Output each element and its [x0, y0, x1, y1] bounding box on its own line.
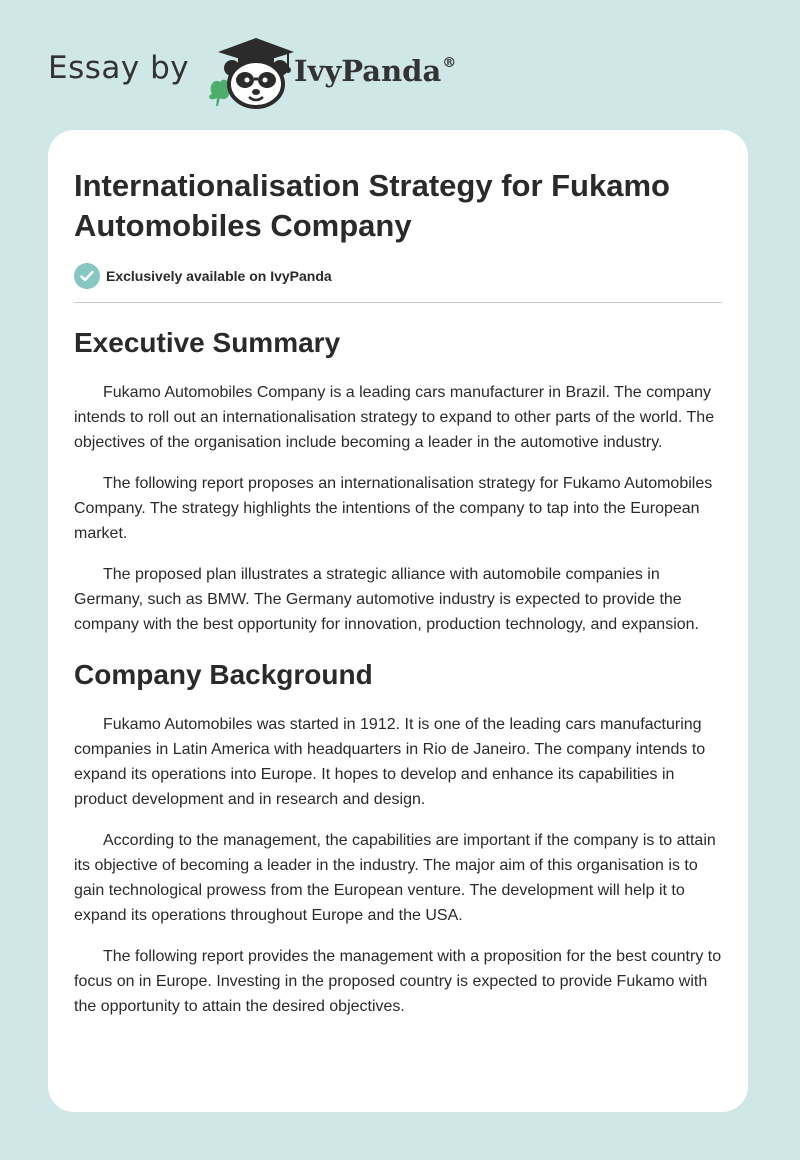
brand-name-text: IvyPanda [294, 54, 442, 88]
paragraph: The proposed plan illustrates a strategic alliance with automobile companies in Germany, such as BMW. The Germany automotive industry is expected to provide the company with the best opportunity for innovation, production technology, and expansion. [74, 566, 699, 633]
paragraph: According to the management, the capabilities are important if the company is to attain its objective of becoming a leader in the industry. The major aim of this organisation is to gain technological prowess from the European venture. The development will help it to expand its operations throughout Europe and the USA. [74, 832, 716, 924]
page-title: Internationalisation Strategy for Fukamo Automobiles Company [74, 168, 670, 243]
brand-name[interactable] [294, 54, 456, 88]
check-icon [74, 263, 100, 289]
section-executive-summary [74, 325, 722, 637]
paragraph: The following report proposes an internationalisation strategy for Fukamo Automobiles Company. The strategy highlights the intentions of the company to tap into the European market. [74, 475, 713, 542]
section-heading: Executive Summary [74, 327, 341, 358]
exclusive-badge-label: Exclusively available on IvyPanda [106, 268, 332, 284]
site-header [48, 32, 548, 112]
exclusive-badge [74, 262, 722, 290]
paragraph: Fukamo Automobiles was started in 1912. It is one of the leading cars manufacturing companies in Latin America with headquarters in Rio de Janeiro. The company intends to expand its operations into Europe. It hopes to develop and enhance its capabilities in product development and in research and design. [74, 716, 706, 808]
section-heading: Company Background [74, 659, 373, 690]
essay-by-label: Essay by [48, 50, 190, 86]
essay-card [48, 130, 748, 1112]
paragraph: Fukamo Automobiles Company is a leading cars manufacturer in Brazil. The company intends to roll out an internationalisation strategy to expand to other parts of the world. The objectives of the organisation include becoming a leader in the automotive industry. [74, 384, 715, 451]
panda-mascot-icon[interactable] [202, 34, 298, 110]
section-company-background [74, 657, 722, 1019]
title-divider [74, 302, 722, 303]
registered-mark: ® [442, 55, 457, 71]
paragraph: The following report provides the management with a proposition for the best country to focus on in Europe. Investing in the proposed country is expected to provide Fukamo with the opportunity to attain the desired objectives. [74, 948, 722, 1015]
